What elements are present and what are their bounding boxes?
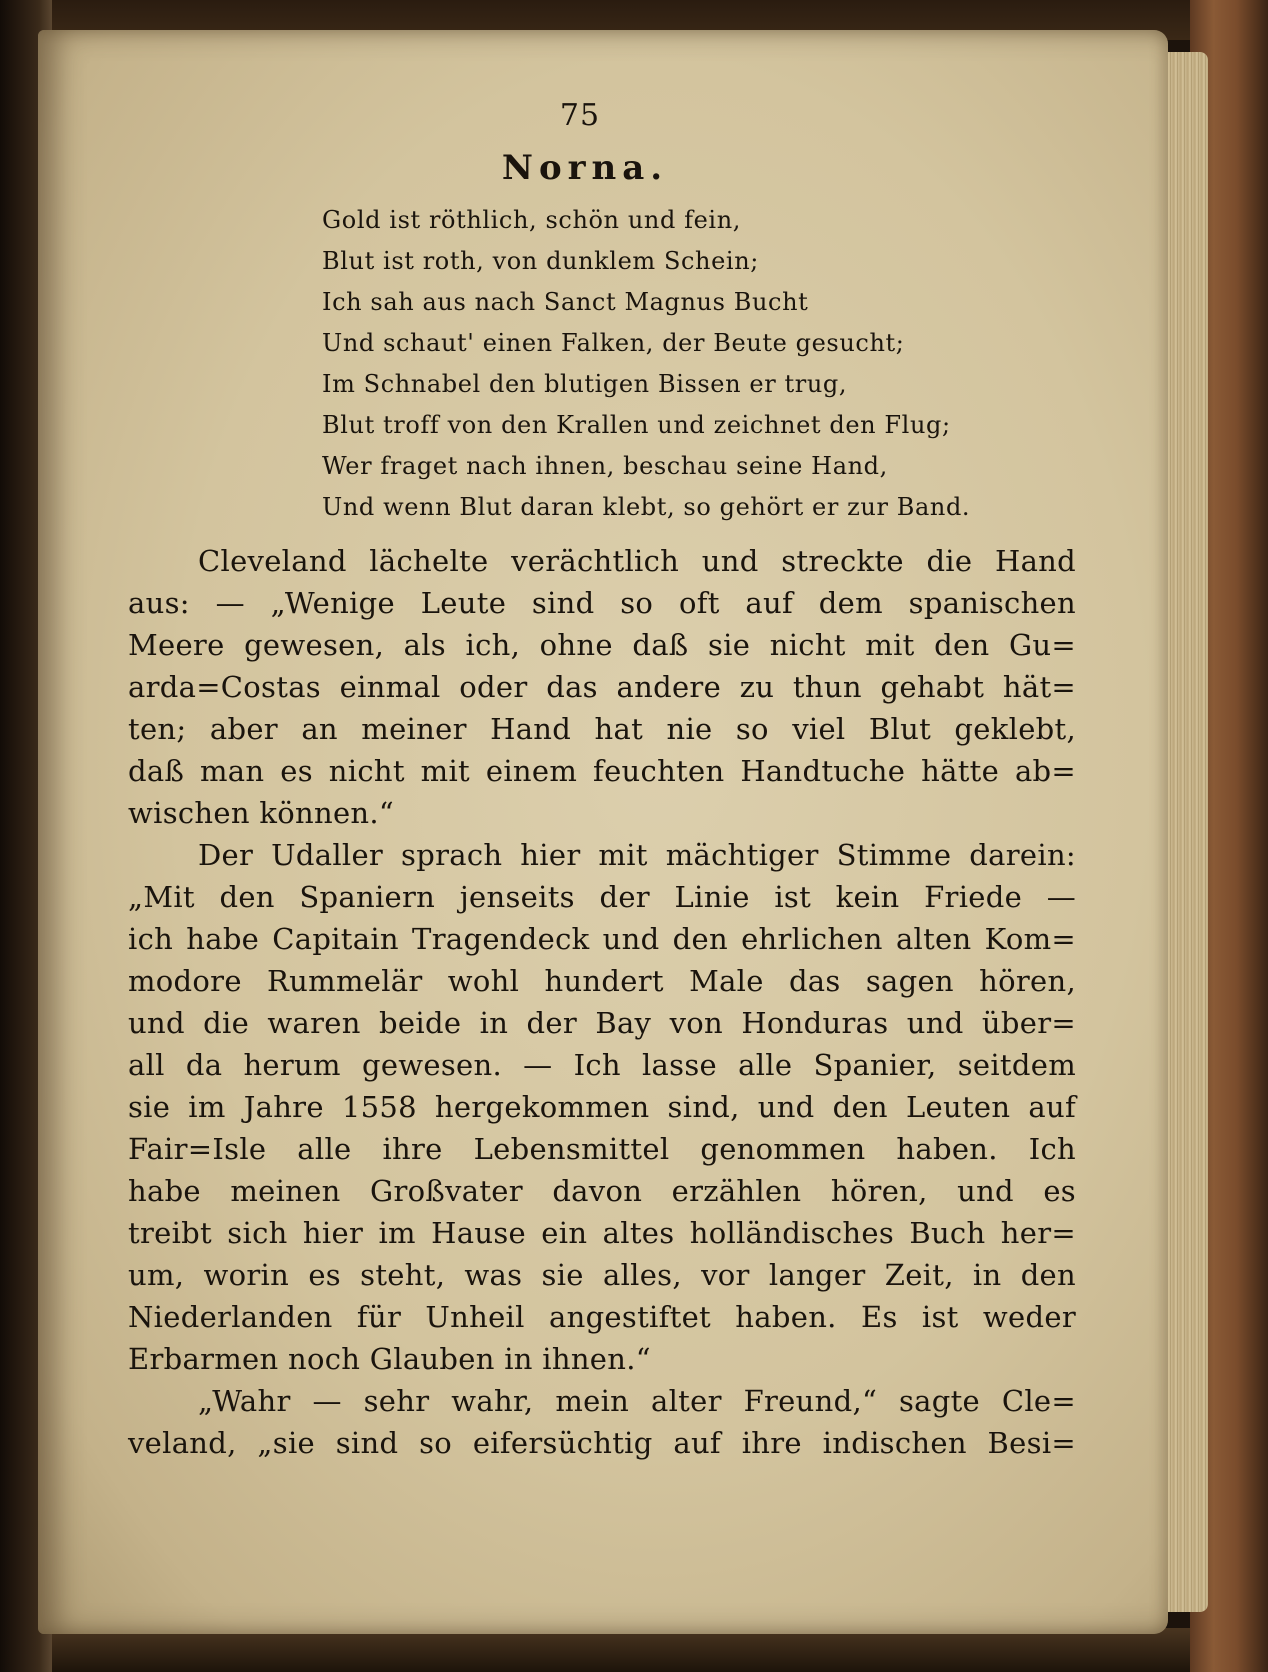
prose-line: Niederlanden für Unheil angestiftet haben. Es ist weder — [128, 1300, 1076, 1334]
prose-line: Erbarmen noch Glauben in ihnen.“ — [128, 1342, 651, 1376]
verse-line: Ich sah aus nach Sanct Magnus Bucht — [322, 288, 809, 316]
prose-line: Der Udaller sprach hier mit mächtiger Stimme darein: — [198, 838, 1076, 872]
prose-line: und die waren beide in der Bay von Honduras und über= — [128, 1006, 1076, 1040]
prose-line: Meere gewesen, als ich, ohne daß sie nicht mit den Gu= — [128, 628, 1076, 662]
prose-line: veland, „sie sind so eifersüchtig auf ihre indischen Besi= — [128, 1426, 1076, 1460]
prose-line: modore Rummelär wohl hundert Male das sagen hören, — [128, 964, 1076, 998]
verse-line: Blut ist roth, von dunklem Schein; — [322, 247, 759, 275]
verse-line: Im Schnabel den blutigen Bissen er trug, — [322, 370, 848, 398]
page-number: 75 — [559, 98, 601, 133]
prose-line: daß man es nicht mit einem feuchten Handtuche hätte ab= — [128, 754, 1076, 788]
verse-line: Blut troff von den Krallen und zeichnet den Flug; — [322, 411, 951, 439]
verse-line: Wer fraget nach ihnen, beschau seine Hand, — [322, 452, 888, 480]
prose-line: habe meinen Großvater davon erzählen hören, und es — [128, 1174, 1076, 1208]
prose-line: um, worin es steht, was sie alles, vor langer Zeit, in den — [128, 1258, 1076, 1292]
prose-line: arda=Costas einmal oder das andere zu thun gehabt hät= — [128, 670, 1076, 704]
prose-line: treibt sich hier im Hause ein altes holländisches Buch her= — [128, 1216, 1076, 1250]
prose-line: Cleveland lächelte verächtlich und streckte die Hand — [198, 544, 1076, 578]
prose-line: ten; aber an meiner Hand hat nie so viel Blut geklebt, — [128, 712, 1076, 746]
prose-line: „Mit den Spaniern jenseits der Linie ist kein Friede — — [128, 880, 1076, 914]
verse-line: Und schaut' einen Falken, der Beute gesucht; — [322, 329, 905, 357]
prose-line: Fair=Isle alle ihre Lebensmittel genommen haben. Ich — [128, 1132, 1076, 1166]
chapter-title: Norna. — [501, 148, 669, 188]
prose-line: aus: — „Wenige Leute sind so oft auf dem spanischen — [128, 586, 1076, 620]
prose-line: sie im Jahre 1558 hergekommen sind, und den Leuten auf — [128, 1090, 1076, 1124]
verse-line: Und wenn Blut daran klebt, so gehört er zur Band. — [322, 493, 971, 521]
verse-line: Gold ist röthlich, schön und fein, — [322, 206, 741, 234]
prose-line: „Wahr — sehr wahr, mein alter Freund,“ sagte Cle= — [198, 1384, 1076, 1418]
prose-line: ich habe Capitain Tragendeck und den ehrlichen alten Kom= — [128, 922, 1076, 956]
prose-line: all da herum gewesen. — Ich lasse alle Spanier, seitdem — [128, 1048, 1076, 1082]
prose-line: wischen können.“ — [128, 796, 395, 830]
